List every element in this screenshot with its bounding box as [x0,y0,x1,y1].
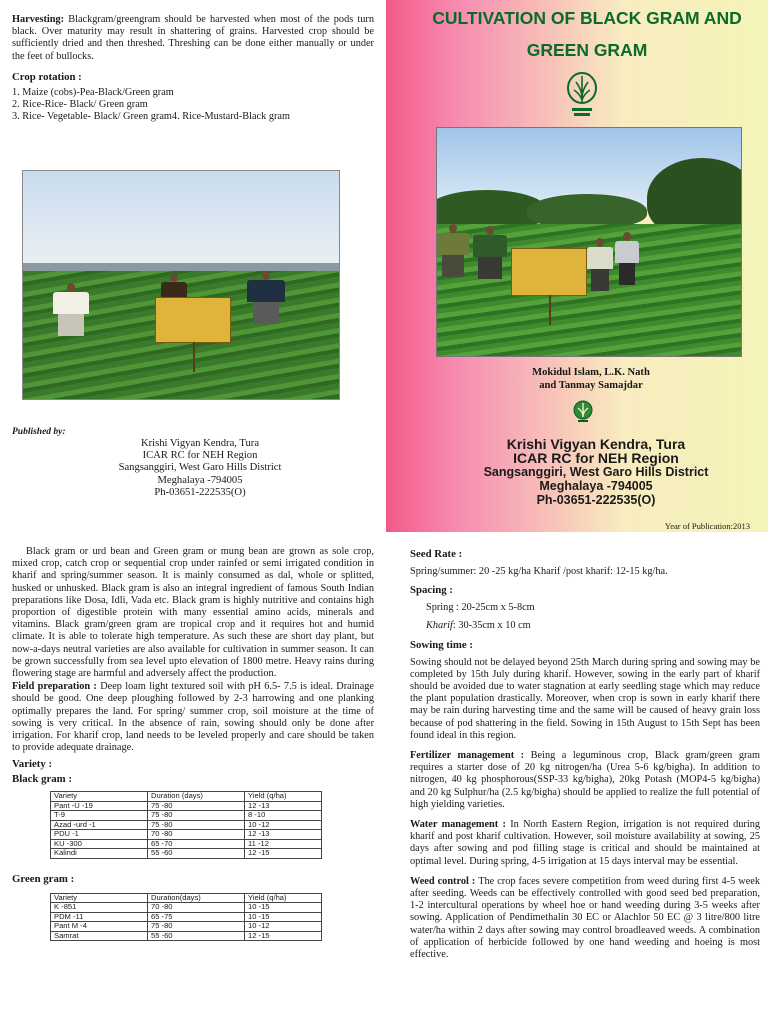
spacing-kharif-label: Kharif [426,620,453,632]
table-row [51,830,322,840]
table-cell: 12 -15 [245,931,322,941]
intro-paragraph: Black gram or urd bean and Green gram or mung bean are grown as sole crop, mixed crop, catch crop or sequential crop under rainfed or semi irrigated condition in kharif and spring/summer season. It is mainly consumed as dal, whole or splitted, husked or unhusked. Black gram is also an integral ingredient of famous South Indian preparations like Dosa, Idli, Vada etc. Black gram is highly nutritive and contains high proportion of digestible protein with many essential amino acids, minerals and vitamins. Black gram/green gram are tropical crop and it requires hot and humid climate. It is able to tolerate high temperature. As such these are short day plant, but now-a-days neutral varieties are also available for cultivation in summer season. It can be grown successfully from sea level upto elevation of 1800 metre. Heavy rains during flowering stage are harmful and adversely affect the production. [12,546,374,680]
person-figure [437,224,469,284]
fertilizer-paragraph [410,750,760,811]
publication-year: Year of Publication:2013 [664,521,750,531]
publisher-line: Meghalaya -794005 [157,474,243,486]
table-cell: 8 -10 [245,811,322,821]
table-row [51,849,322,859]
institution-line: Krishi Vigyan Kendra, Tura [506,436,686,452]
water-heading: Water management : [410,819,506,831]
rotation-item: 1. Maize (cobs)-Pea-Black/Green gram [12,86,174,98]
table-cell: 65 -70 [148,839,245,849]
field-prep-heading: Field preparation : [12,681,97,693]
table-header-cell: Yield (q/ha) [245,893,322,903]
seed-rate-text: Spring/summer: 20 -25 kg/ha Kharif /post kharif: 12-15 kg/ha. [410,566,668,577]
table-header-cell: Duration (days) [148,792,245,802]
inside-right-panel [400,532,768,1024]
table-cell: 12 -15 [245,849,322,859]
harvesting-heading: Harvesting: [12,14,65,25]
table-header-cell: Yield (q/ha) [245,792,322,802]
harvesting-text: Blackgram/greengram should be harvested when most of the pods turn black. Over maturity may result in shattering of grains. Harvested crop should be sufficiently dried and then threshed. Threshing can be done either manually or under the feet of bullocks. [12,14,374,62]
publisher-line: Krishi Vigyan Kendra, Tura [140,438,260,449]
table-cell: 70 -80 [148,903,245,913]
seed-rate-heading: Seed Rate : [410,548,463,560]
person-figure [473,226,507,286]
back-cover-panel [0,0,384,532]
kvk-logo-icon [572,399,594,425]
sowing-time-text: Sowing should not be delayed beyond 25th March during spring and sowing may be completed by 15th July during kharif. However, sowing in the early part of kharif should be avoided due to water stagnation at early seedling stage which may reduce the plant population drastically. Moreover, when crop is sown in early kharif there may be rain during harvesting time and the same will be caused of heavy grain loss because of pod shattering in the field. Sowing in 15th August to 15th Sept has been found ideal in this region. [410,656,760,741]
person-figure [587,238,613,298]
table-row [51,820,322,830]
green-gram-table [50,893,322,942]
sowing-time-heading: Sowing time : [410,638,473,651]
table-cell: 75 -80 [148,820,245,830]
table-cell: 75 -80 [148,801,245,811]
table-cell: PDM -11 [51,912,148,922]
table-cell: 10 -15 [245,903,322,913]
institution-line: Ph-03651-222535(O) [536,493,656,507]
cover-title-line2: GREEN GRAM [526,40,648,60]
table-row [51,839,322,849]
publisher-line: ICAR RC for NEH Region [142,450,258,462]
weed-text: The crop faces severe competition from weed during first 4-5 week after seeding. Weeds can be effectively controlled with good seed bed preparation, 1-2 intercultural operations by wheel hoe or hand weeding during 3-5 weeks after sowing. Application of Pendimethalin 30 EC or Alachlor 50 EC @ 3 litre/800 litre water/ha within 2 days after sowing may control broadleaved weeds. A combination of application of herbicide followed by one hand weeding and hoeing is most effective. [410,875,760,961]
table-row [51,931,322,941]
table-cell: 12 -13 [245,830,322,840]
table-header-cell: Duration(days) [148,893,245,903]
institution-line: Meghalaya -794005 [539,479,653,493]
field-prep-paragraph [12,681,374,754]
fertilizer-text: Being a leguminous crop, Black gram/green gram requires a starter dose of 20 kg nitrogen/ha (Urea 5-6 kg/bigha). In addition to nitrogen, 40 kg phosphorous(SSP-33 kg/bigha), 20kg Potash (MOP4-5 kg/bigha) and 20 kg Sulphur/ha (2.5 kg/bigha) should be applied to realize the full potential of high yielding varieties. [410,750,761,810]
crop-signboard [155,297,231,343]
water-text: In North Eastern Region, irrigation is not required during kharif and post kharif cultivation. However, soil moisture availability at sowing, 25 days after sowing and pod filling stage is critical and should be maintained at optimal level. During spring, 4-5 irrigation at 15 days interval may be essential. [410,819,760,867]
table-cell: 70 -80 [148,830,245,840]
authors [466,366,716,392]
inside-left-panel [0,532,384,1024]
table-cell: 75 -80 [148,922,245,932]
spacing-heading: Spacing : [410,584,453,597]
spacing-kharif-value: : 30-35cm x 10 cm [452,620,531,632]
harvesting-paragraph [12,14,374,63]
table-row [51,922,322,932]
table-cell: 12 -13 [245,801,322,811]
variety-heading: Variety : [12,758,53,771]
person-figure [615,232,639,292]
table-cell: PDU -1 [51,830,148,840]
table-row [51,801,322,811]
cover-field-photo [436,127,742,357]
green-gram-heading: Green gram : [12,872,75,885]
authors-line: Mokidul Islam, L.K. Nath [532,367,650,378]
publisher-line: Ph-03651-222535(O) [154,486,246,498]
publisher-line: Sangsanggiri, West Garo Hills District [118,462,282,474]
table-header-cell: Variety [51,893,148,903]
weed-heading: Weed control : [410,875,476,887]
publisher-address [95,438,305,499]
table-cell: 11 -12 [245,839,322,849]
table-row [51,903,322,913]
fertilizer-heading: Fertilizer management : [410,750,525,762]
table-cell: 55 -60 [148,849,245,859]
icar-logo-icon [564,70,600,120]
person-figure [53,283,89,343]
black-gram-heading: Black gram : [12,773,72,786]
crop-signboard [511,248,587,296]
cover-background [386,0,768,532]
table-cell: Kalindi [51,849,148,859]
table-cell: 10 -12 [245,820,322,830]
cover-institution [446,437,746,507]
person-figure [247,271,285,335]
front-cover-panel [386,0,768,532]
published-by-label: Published by: [12,427,66,437]
table-header-cell: Variety [51,792,148,802]
crop-rotation-heading: Crop rotation : [12,70,82,83]
table-cell: Pant -U -19 [51,801,148,811]
cover-title-line1: CULTIVATION OF BLACK GRAM AND [432,8,742,28]
table-cell: 55 -60 [148,931,245,941]
table-row [51,912,322,922]
field-prep-text: Deep loam light textured soil with pH 6.5- 7.5 is ideal. Drainage should be good. One deep ploughing followed by 2-3 harrowing and one planking optimally prepares the land. For spring/ summer crop, soil moisture at the time of sowing is very critical. In the absence of rain, sowing should only be done after irrigation. For kharif crop, land needs to be leveled properly and care should be taken to provide adequate drainage. [12,681,374,754]
table-cell: K -851 [51,903,148,913]
institution-line: ICAR RC for NEH Region [513,450,679,466]
table-cell: 10 -12 [245,922,322,932]
table-cell: Azad -urd -1 [51,820,148,830]
table-cell: 65 -75 [148,912,245,922]
table-cell: 75 -80 [148,811,245,821]
rotation-item: 2. Rice-Rice- Black/ Green gram [12,98,148,110]
table-cell: Pant M -4 [51,922,148,932]
table-cell: 10 -15 [245,912,322,922]
water-paragraph [410,819,760,868]
table-cell: T-9 [51,811,148,821]
table-cell: KU -300 [51,839,148,849]
authors-line: and Tanmay Samajdar [539,380,643,391]
table-cell: Samrat [51,931,148,941]
spacing-spring: Spring : 20-25cm x 5-8cm [426,602,535,614]
field-photo [22,170,340,400]
weed-paragraph [410,876,760,961]
table-header-row [51,893,322,903]
black-gram-table [50,791,322,859]
rotation-item: 3. Rice- Vegetable- Black/ Green gram4. Rice-Mustard-Black gram [12,110,291,122]
spacing-kharif [426,620,760,632]
institution-line: Sangsanggiri, West Garo Hills District [483,465,709,479]
